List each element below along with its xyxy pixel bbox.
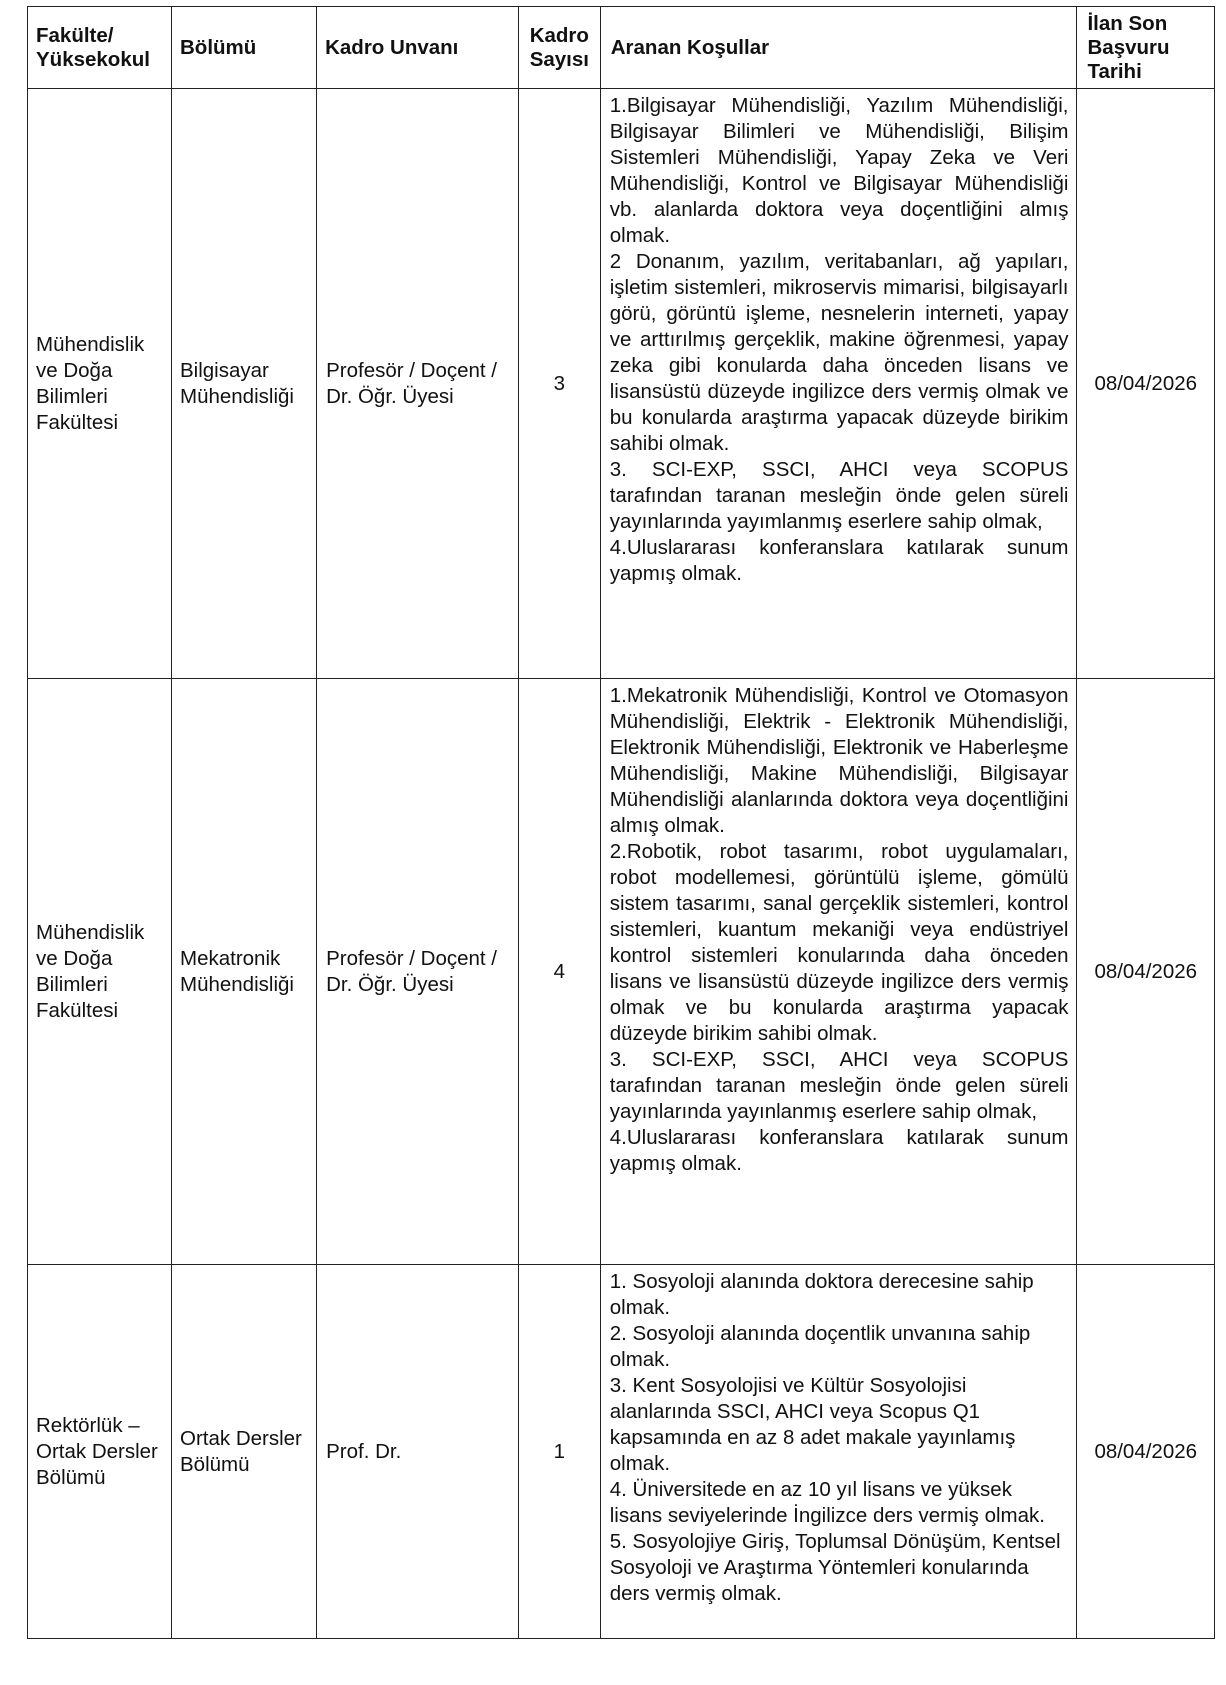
condition-item: 1. Sosyoloji alanında doktora derecesine sahip olmak. — [609, 1270, 1034, 1319]
conditions-cell — [600, 89, 1077, 679]
title-cell: Profesör / Doçent / Dr. Öğr. Üyesi — [317, 89, 519, 679]
header-faculty: Fakülte/ Yüksekokul — [28, 7, 172, 89]
job-listings-table — [27, 6, 1215, 1639]
header-conditions: Aranan Koşullar — [600, 7, 1077, 89]
deadline-cell: 08/04/2026 — [1077, 89, 1215, 679]
faculty-cell: Rektörlük – Ortak Dersler Bölümü — [28, 1265, 172, 1639]
count-cell: 4 — [518, 679, 600, 1265]
count-cell: 3 — [518, 89, 600, 679]
condition-item: 3. SCI-EXP, SSCI, AHCI veya SCOPUS tarafından taranan mesleğin önde gelen süreli yayınlarında yayımlanmış eserlere sahip olmak, — [609, 458, 1069, 533]
table-row — [28, 89, 1215, 679]
header-count: Kadro Sayısı — [518, 7, 600, 89]
count-cell: 1 — [518, 1265, 600, 1639]
title-cell: Prof. Dr. — [317, 1265, 519, 1639]
condition-item: 4.Uluslararası konferanslara katılarak sunum yapmış olmak. — [609, 536, 1069, 585]
department-cell: Ortak Dersler Bölümü — [172, 1265, 317, 1639]
conditions-cell — [600, 1265, 1077, 1639]
table-row — [28, 1265, 1215, 1639]
title-cell: Profesör / Doçent / Dr. Öğr. Üyesi — [317, 679, 519, 1265]
department-cell: Bilgisayar Mühendisliği — [172, 89, 317, 679]
condition-item: 5. Sosyolojiye Giriş, Toplumsal Dönüşüm, Kentsel Sosyoloji ve Araştırma Yöntemleri konularında ders vermiş olmak. — [609, 1530, 1061, 1605]
table-row — [28, 679, 1215, 1265]
condition-item: 2 Donanım, yazılım, veritabanları, ağ yapıları, işletim sistemleri, mikroservis mimarisi, bilgisayarlı görü, görüntü işleme, nesnelerin interneti, yapay ve arttırılmış gerçeklik, makine öğrenmesi, yapay zeka gibi konularda daha önceden lisans ve lisansüstü düzeyde ingilizce ders vermiş olmak ve bu konularda araştırma yapacak düzeyde birikim sahibi olmak. — [609, 250, 1069, 455]
condition-item: 1.Mekatronik Mühendisliği, Kontrol ve Otomasyon Mühendisliği, Elektrik - Elektronik Mühendisliği, Elektronik Mühendisliği, Elektronik ve Haberleşme Mühendisliği, Makine Mühendisliği, Bilgisayar Mühendisliği alanlarında doktora veya doçentliğini almış olmak. — [609, 684, 1069, 837]
deadline-cell: 08/04/2026 — [1077, 1265, 1215, 1639]
conditions-cell — [600, 679, 1077, 1265]
header-department: Bölümü — [172, 7, 317, 89]
condition-item: 2. Sosyoloji alanında doçentlik unvanına sahip olmak. — [609, 1322, 1031, 1371]
condition-item: 4. Üniversitede en az 10 yıl lisans ve yüksek lisans seviyelerinde İngilizce ders vermiş olmak. — [609, 1478, 1045, 1527]
condition-item: 3. Kent Sosyolojisi ve Kültür Sosyolojisi alanlarında SSCI, AHCI veya Scopus Q1 kapsamında en az 8 adet makale yayınlamış olmak. — [609, 1374, 1016, 1475]
condition-item: 1.Bilgisayar Mühendisliği, Yazılım Mühendisliği, Bilgisayar Bilimleri ve Mühendisliği, Bilişim Sistemleri Mühendisliği, Yapay Zeka ve Veri Mühendisliği, Kontrol ve Bilgisayar Mühendisliği vb. alanlarda doktora veya doçentliğini almış olmak. — [609, 94, 1069, 247]
header-deadline: İlan Son Başvuru Tarihi — [1077, 7, 1215, 89]
faculty-cell: Mühendislik ve Doğa Bilimleri Fakültesi — [28, 89, 172, 679]
header-title: Kadro Unvanı — [317, 7, 519, 89]
table-header-row — [28, 7, 1215, 89]
deadline-cell: 08/04/2026 — [1077, 679, 1215, 1265]
department-cell: Mekatronik Mühendisliği — [172, 679, 317, 1265]
condition-item: 2.Robotik, robot tasarımı, robot uygulamaları, robot modellemesi, görüntülü işleme, gömülü sistem tasarımı, sanal gerçeklik sistemleri, kontrol sistemleri, kuantum mekaniği veya endüstriyel kontrol sistemleri konularında daha önceden lisans ve lisansüstü düzeyde ingilizce ders vermiş olmak ve bu konularda araştırma yapacak düzeyde birikim sahibi olmak. — [609, 840, 1069, 1045]
faculty-cell: Mühendislik ve Doğa Bilimleri Fakültesi — [28, 679, 172, 1265]
condition-item: 3. SCI-EXP, SSCI, AHCI veya SCOPUS tarafından taranan mesleğin önde gelen süreli yayınlarında yayınlanmış eserlere sahip olmak, — [609, 1048, 1069, 1123]
condition-item: 4.Uluslararası konferanslara katılarak sunum yapmış olmak. — [609, 1126, 1069, 1175]
